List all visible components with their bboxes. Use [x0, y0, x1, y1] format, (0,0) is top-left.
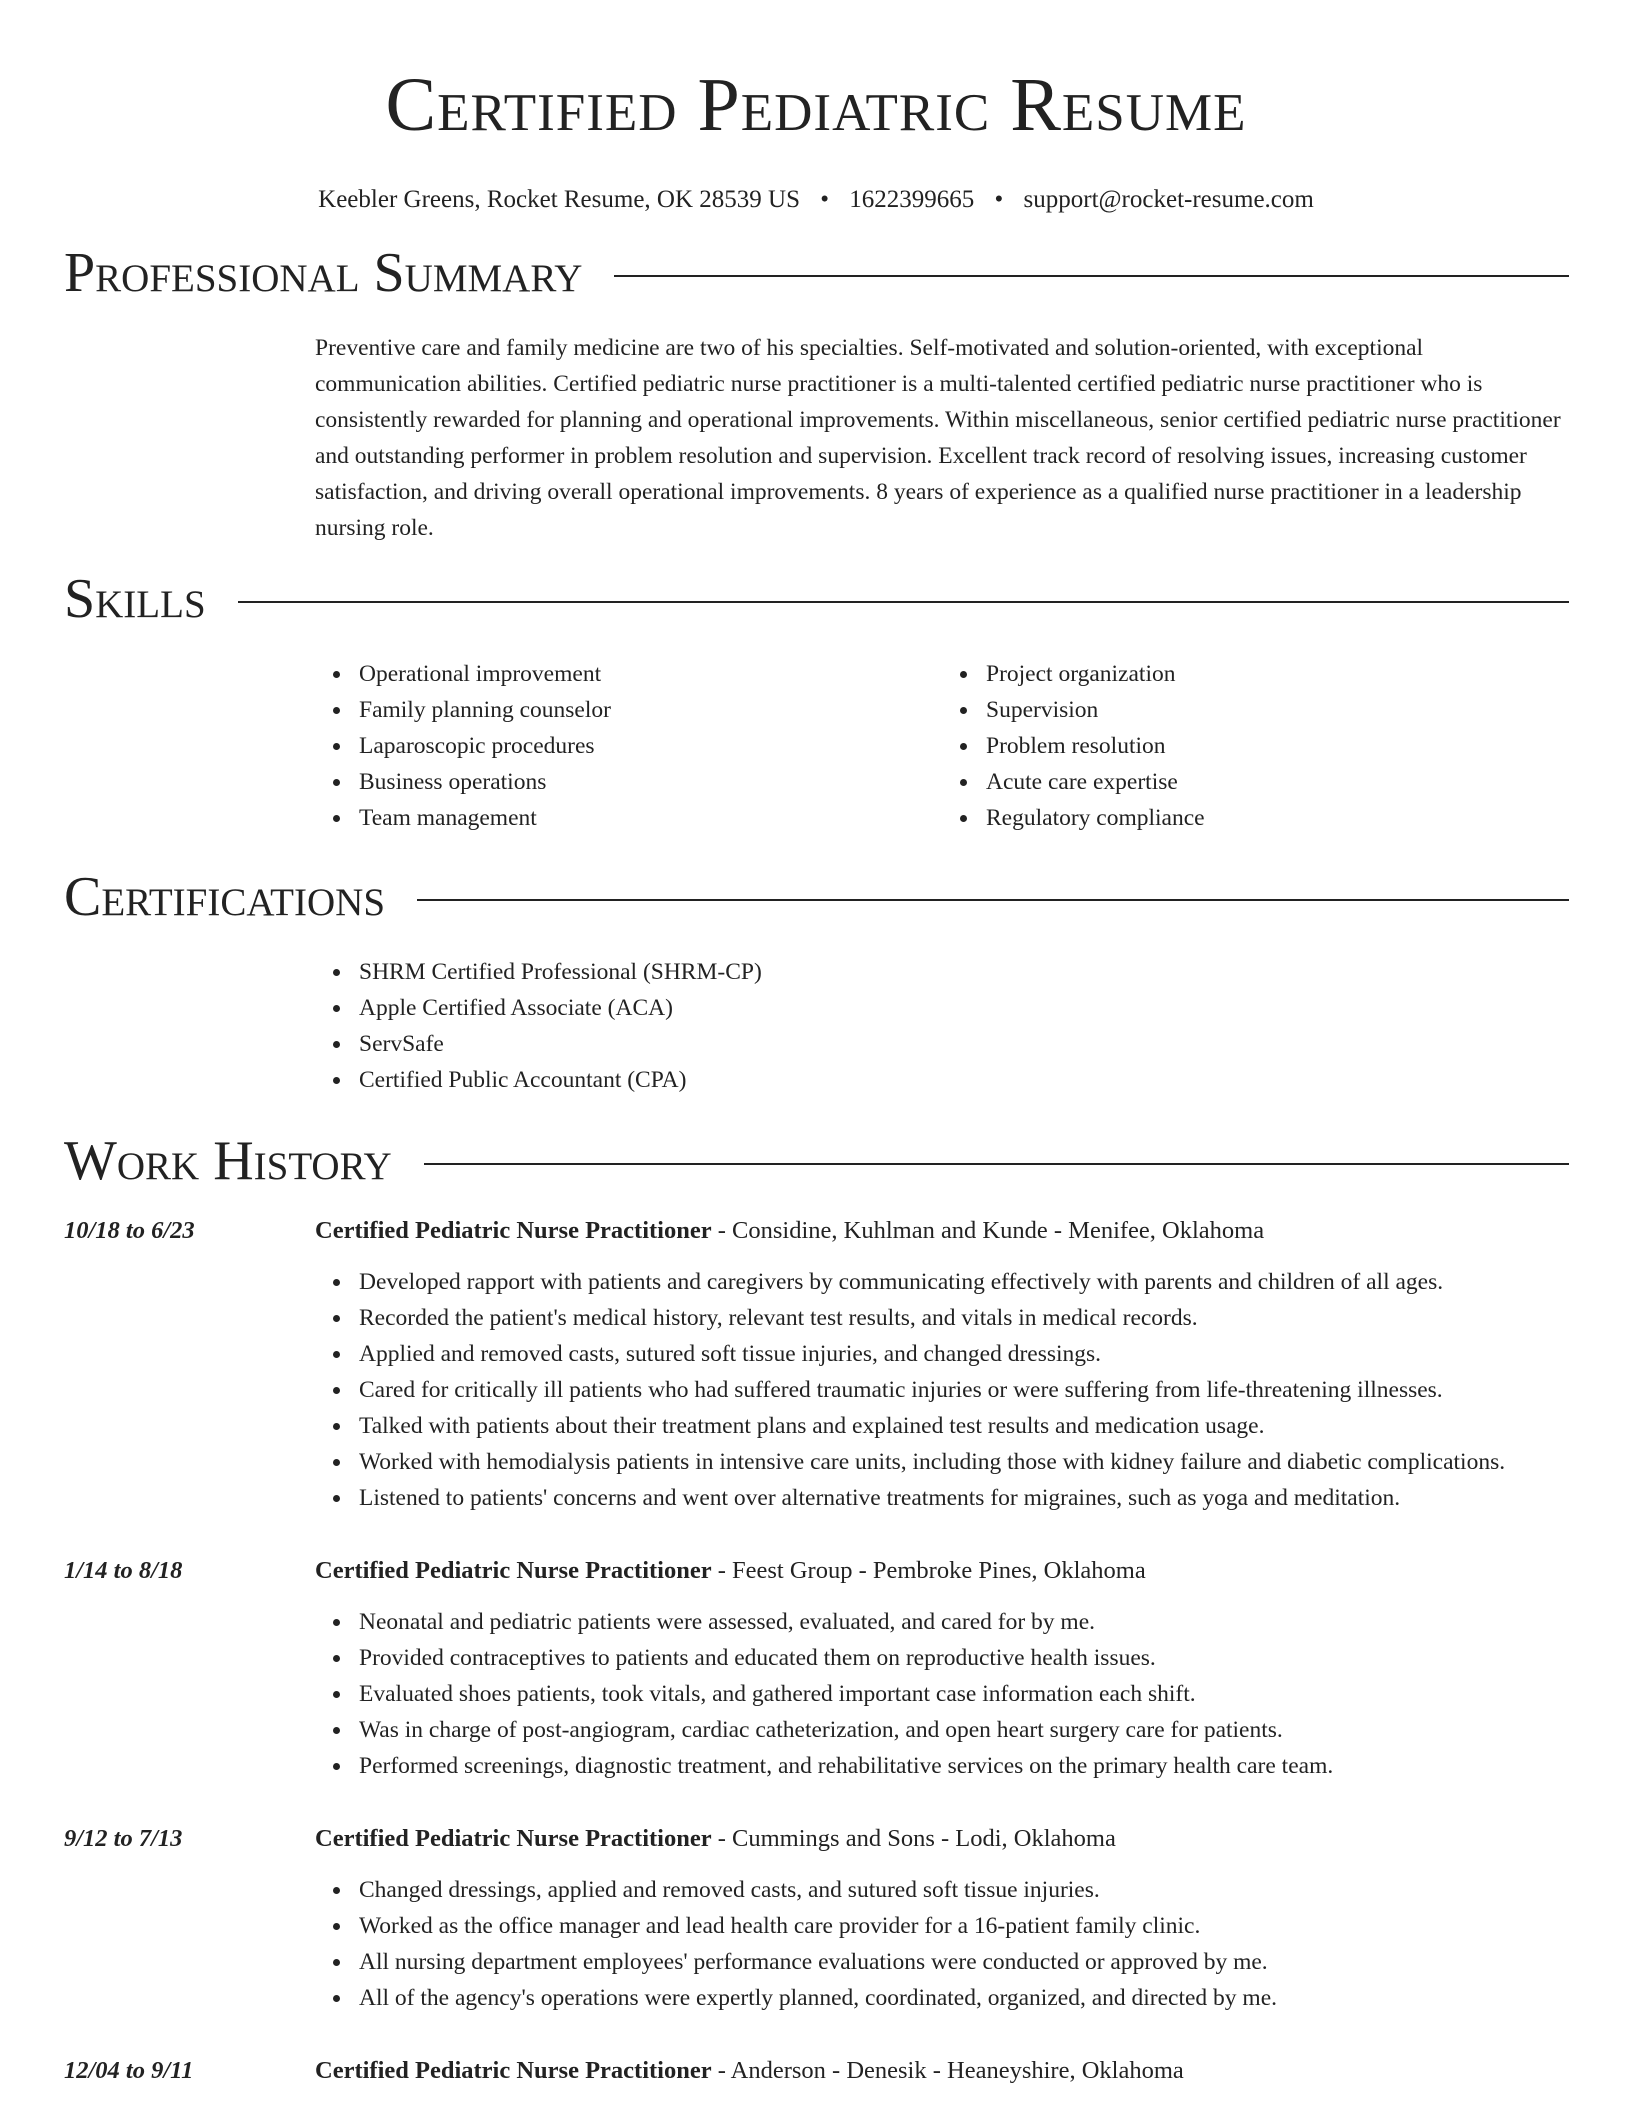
- job-dates: 10/18 to 6/23: [64, 1217, 195, 1244]
- skill-item: Supervision: [986, 692, 1569, 728]
- job-dates: 9/12 to 7/13: [64, 1825, 183, 1852]
- job-employer: - Feest Group - Pembroke Pines, Oklahoma: [711, 1557, 1146, 1584]
- job-heading: [315, 1214, 1264, 1248]
- contact-email: support@rocket-resume.com: [1023, 186, 1314, 213]
- job-heading: [315, 2054, 1184, 2088]
- job-title: Certified Pediatric Nurse Practitioner: [315, 1557, 712, 1584]
- job-bullet: Neonatal and pediatric patients were assessed, evaluated, and cared for by me.: [359, 1604, 1569, 1640]
- job-header: [0, 1214, 1632, 1248]
- job-bullet: Talked with patients about their treatment plans and explained test results and medication usage.: [359, 1408, 1569, 1444]
- contact-phone: 1622399665: [849, 186, 975, 213]
- section-title: Certifications: [64, 866, 386, 928]
- job-bullet: Cared for critically ill patients who had suffered traumatic injuries or were suffering from life-threatening illnesses.: [359, 1372, 1569, 1408]
- skills-list-left: [315, 656, 942, 836]
- job-title: Certified Pediatric Nurse Practitioner: [315, 1217, 712, 1244]
- job-bullet: Worked as the office manager and lead health care provider for a 16-patient family clinic.: [359, 1908, 1569, 1944]
- certification-item: Certified Public Accountant (CPA): [359, 1062, 1569, 1098]
- contact-address: Keebler Greens, Rocket Resume, OK 28539 US: [318, 186, 800, 213]
- job-header: [0, 2054, 1632, 2088]
- job-heading: [315, 1554, 1146, 1588]
- job-title: Certified Pediatric Nurse Practitioner: [315, 1825, 712, 1852]
- job-bullet: Provided contraceptives to patients and educated them on reproductive health issues.: [359, 1640, 1569, 1676]
- section-rule: [238, 601, 1569, 603]
- job-header: [0, 1554, 1632, 1588]
- job-title: Certified Pediatric Nurse Practitioner: [315, 2057, 712, 2084]
- certifications-list: [315, 954, 1569, 1098]
- job-entry: [0, 1214, 1632, 1516]
- job-entry: [0, 2054, 1632, 2088]
- skills-grid: [315, 656, 1569, 836]
- section-rule: [417, 899, 1569, 901]
- contact-separator: •: [994, 186, 1004, 213]
- job-employer: - Considine, Kuhlman and Kunde - Menifee, Oklahoma: [711, 1217, 1265, 1244]
- work-history-section: [0, 1128, 1632, 2088]
- contact-separator: •: [820, 186, 830, 213]
- contact-line: [0, 184, 1632, 216]
- skill-item: Acute care expertise: [986, 764, 1569, 800]
- section-rule: [424, 1163, 1569, 1165]
- skill-item: Problem resolution: [986, 728, 1569, 764]
- summary-header: [64, 240, 1569, 306]
- summary-text: Preventive care and family medicine are two of his specialties. Self-motivated and solution-oriented, with exceptional communication abilities. Certified pediatric nurse practitioner is a multi-talented certified pediatric nurse practitioner who is consistently rewarded for planning and operational improvements. Within miscellaneous, senior certified pediatric nurse practitioner and outstanding performer in problem resolution and supervision. Excellent track record of resolving issues, increasing customer satisfaction, and driving overall operational improvements. 8 years of experience as a qualified nurse practitioner in a leadership nursing role.: [315, 335, 1561, 541]
- skill-item: Laparoscopic procedures: [359, 728, 942, 764]
- job-bullet: Applied and removed casts, sutured soft tissue injuries, and changed dressings.: [359, 1336, 1569, 1372]
- skill-item: Project organization: [986, 656, 1569, 692]
- skills-list-right: [942, 656, 1569, 836]
- job-bullets: [315, 1604, 1569, 1784]
- job-entry: [0, 1822, 1632, 2016]
- job-bullets: [315, 1264, 1569, 1516]
- skill-item: Business operations: [359, 764, 942, 800]
- skill-item: Regulatory compliance: [986, 800, 1569, 836]
- certification-item: Apple Certified Associate (ACA): [359, 990, 1569, 1026]
- skills-section: [0, 566, 1632, 836]
- skills-header: [64, 566, 1569, 632]
- section-title: Work History: [64, 1130, 392, 1192]
- job-bullet: Listened to patients' concerns and went over alternative treatments for migraines, such as yoga and meditation.: [359, 1480, 1569, 1516]
- certification-item: ServSafe: [359, 1026, 1569, 1062]
- summary-section: [0, 240, 1632, 546]
- job-bullet: Was in charge of post-angiogram, cardiac catheterization, and open heart surgery care for patients.: [359, 1712, 1569, 1748]
- job-entry: [0, 1554, 1632, 1784]
- job-bullet: Evaluated shoes patients, took vitals, and gathered important case information each shift.: [359, 1676, 1569, 1712]
- job-bullet-list: [315, 1604, 1569, 1784]
- job-dates: 12/04 to 9/11: [64, 2057, 194, 2084]
- section-title: Professional Summary: [64, 242, 583, 304]
- resume-title: Certified Pediatric Resume: [385, 63, 1247, 147]
- certifications-header: [64, 864, 1569, 930]
- skill-item: Operational improvement: [359, 656, 942, 692]
- job-bullet-list: [315, 1264, 1569, 1516]
- job-bullet: Performed screenings, diagnostic treatment, and rehabilitative services on the primary health care team.: [359, 1748, 1569, 1784]
- job-employer: - Cummings and Sons - Lodi, Oklahoma: [711, 1825, 1116, 1852]
- work-history-header: [64, 1128, 1569, 1194]
- section-title: Skills: [64, 568, 206, 630]
- job-employer: - Anderson - Denesik - Heaneyshire, Oklahoma: [711, 2057, 1184, 2084]
- job-bullet: Developed rapport with patients and caregivers by communicating effectively with parents and children of all ages.: [359, 1264, 1569, 1300]
- section-rule: [614, 275, 1569, 277]
- job-header: [0, 1822, 1632, 1856]
- job-bullets: [315, 1872, 1569, 2016]
- skill-item: Family planning counselor: [359, 692, 942, 728]
- job-bullet: Recorded the patient's medical history, relevant test results, and vitals in medical records.: [359, 1300, 1569, 1336]
- job-bullet: Worked with hemodialysis patients in intensive care units, including those with kidney failure and diabetic complications.: [359, 1444, 1569, 1480]
- job-bullet: All of the agency's operations were expertly planned, coordinated, organized, and directed by me.: [359, 1980, 1569, 2016]
- job-bullet-list: [315, 1872, 1569, 2016]
- job-dates: 1/14 to 8/18: [64, 1557, 183, 1584]
- job-bullet: All nursing department employees' performance evaluations were conducted or approved by me.: [359, 1944, 1569, 1980]
- certification-item: SHRM Certified Professional (SHRM-CP): [359, 954, 1569, 990]
- job-heading: [315, 1822, 1116, 1856]
- job-bullet: Changed dressings, applied and removed casts, and sutured soft tissue injuries.: [359, 1872, 1569, 1908]
- certifications-body: [315, 954, 1569, 1098]
- skill-item: Team management: [359, 800, 942, 836]
- certifications-section: [0, 864, 1632, 1098]
